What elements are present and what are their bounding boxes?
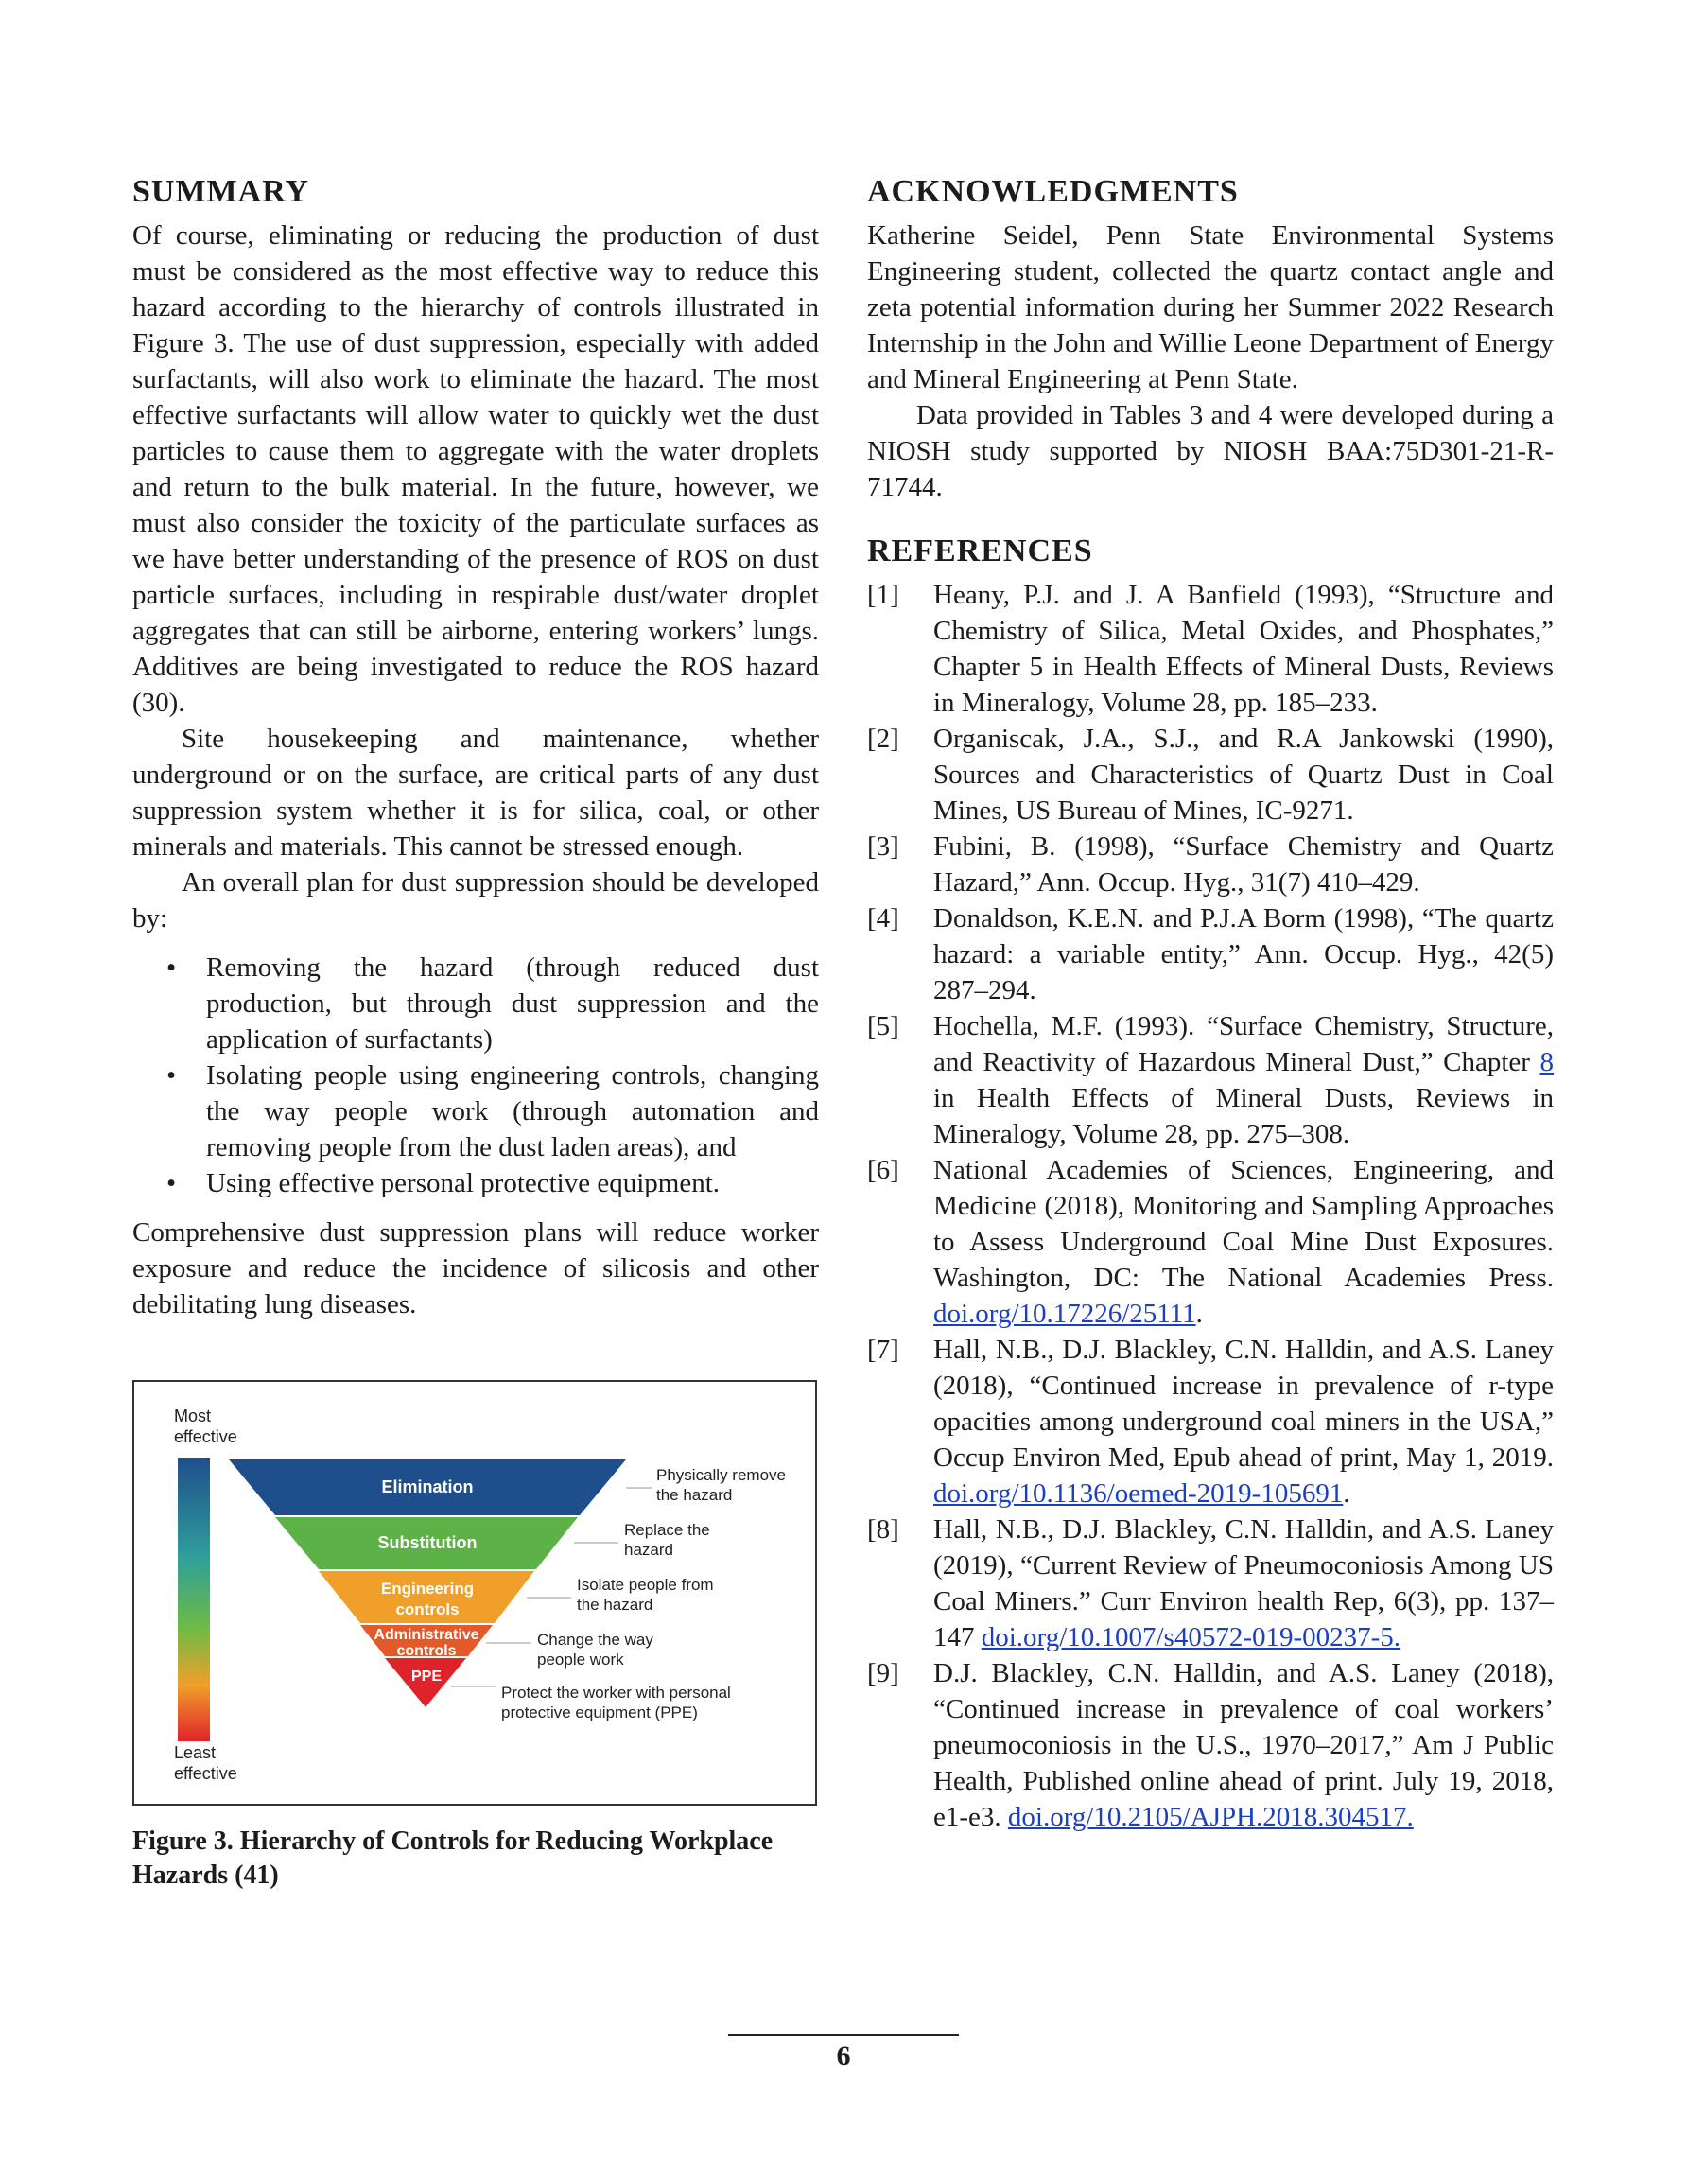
level-description: the hazard (577, 1596, 653, 1614)
bullet-text: Using effective personal protective equipment. (206, 1168, 721, 1198)
level-description: Protect the worker with personal (501, 1684, 731, 1702)
reference-number: [4] (867, 903, 899, 934)
bullet-icon: • (166, 952, 177, 983)
reference-text-tail: . (1195, 1299, 1203, 1329)
bullet-item (166, 950, 819, 1057)
left-column (132, 172, 819, 1322)
bullet-text: Removing the hazard (through reduced dust production, but through dust suppression and the application of surfactants) (206, 952, 819, 1055)
reference-doi-link[interactable]: doi.org/10.17226/25111 (933, 1299, 1196, 1329)
level-label: Substitution (377, 1533, 478, 1552)
reference-item (867, 1655, 1554, 1835)
reference-number: [3] (867, 831, 899, 862)
level-description: the hazard (656, 1486, 733, 1504)
level-description: Change the way (537, 1631, 653, 1649)
least-effective-label-2: effective (174, 1764, 237, 1783)
reference-text: Heany, P.J. and J. A Banfield (1993), “Structure and Chemistry of Silica, Metal Oxides, and Phosphates,” Chapter 5 in Health Effects of Mineral Dusts, Reviews in Mineralogy, Volume 28, pp. 185–233. (933, 580, 1554, 718)
level-label: controls (395, 1600, 460, 1618)
reference-number: [2] (867, 724, 899, 754)
reference-number: [8] (867, 1514, 899, 1545)
reference-text: Organiscak, J.A., S.J., and R.A Jankowski (1990), Sources and Characteristics of Quartz Dust in Coal Mines, US Bureau of Mines, IC-9271. (933, 724, 1554, 826)
bullet-item (166, 1165, 819, 1201)
reference-text-tail: . (1343, 1478, 1350, 1509)
level-label: Engineering (380, 1580, 475, 1598)
level-description: protective equipment (PPE) (501, 1704, 698, 1721)
reference-item (867, 1332, 1554, 1511)
reference-item (867, 900, 1554, 1008)
reference-text: Hall, N.B., D.J. Blackley, C.N. Halldin, and A.S. Laney (2019), “Current Review of Pneumoconiosis Among US Coal Miners.” Curr Environ health Rep, 6(3), pp. 137–147 (933, 1514, 1554, 1652)
level-label: Administrative (374, 1627, 479, 1643)
reference-text: National Academies of Sciences, Engineering, and Medicine (2018), Monitoring and Sampling Approaches to Assess Underground Coal Mine Dust Exposures. Washington, DC: The National Academies Press. (933, 1155, 1554, 1293)
figure-caption: Figure 3. Hierarchy of Controls for Reducing Workplace Hazards (41) (132, 1826, 774, 1890)
summary-paragraph-4: Comprehensive dust suppression plans will reduce worker exposure and reduce the incidence of silicosis and other debilitating lung diseases. (132, 1217, 819, 1319)
acknowledgments-paragraph-1: Katherine Seidel, Penn State Environmental Systems Engineering student, collected the quartz contact angle and zeta potential information during her Summer 2022 Research Internship in the John and Willie Leone Department of Energy and Mineral Engineering at Penn State. (867, 220, 1554, 394)
references-list (867, 577, 1554, 1835)
reference-text: Donaldson, K.E.N. and P.J.A Borm (1998), “The quartz hazard: a variable entity,” Ann. Occup. Hyg., 42(5) 287–294. (933, 903, 1554, 1005)
summary-paragraph-1: Of course, eliminating or reducing the production of dust must be considered as the most effective way to reduce this hazard according to the hierarchy of controls illustrated in Figure 3. The use of dust suppression, especially with added surfactants, will also work to eliminate the hazard. The most effective surfactants will allow water to quickly wet the dust particles to cause them to aggregate with the water droplets and return to the bulk material. In the future, however, we must also consider the toxicity of the particulate surfaces as we have better understanding of the presence of ROS on dust particle surfaces, including in respirable dust/water droplet aggregates that can still be airborne, entering workers’ lungs. Additives are being investigated to reduce the ROS hazard (30). (132, 220, 819, 718)
effectiveness-gradient-bar (178, 1458, 210, 1741)
hierarchy-diagram (134, 1382, 815, 1804)
reference-item (867, 1152, 1554, 1332)
reference-doi-link[interactable]: doi.org/10.1136/oemed-2019-105691 (933, 1478, 1344, 1509)
reference-item (867, 829, 1554, 900)
reference-chapter-link[interactable]: 8 (1539, 1047, 1554, 1077)
level-label: Elimination (381, 1477, 474, 1496)
reference-item (867, 721, 1554, 829)
level-label: controls (396, 1643, 457, 1659)
hierarchy-of-controls-figure (132, 1380, 817, 1806)
level-description: Replace the (624, 1521, 710, 1539)
reference-number: [9] (867, 1658, 899, 1688)
bullet-text: Isolating people using engineering controls, changing the way people work (through automation and removing people from the dust laden areas), and (206, 1060, 819, 1162)
reference-number: [5] (867, 1011, 899, 1041)
references-heading: REFERENCES (867, 533, 1093, 568)
right-column (867, 172, 1554, 1835)
reference-number: [6] (867, 1155, 899, 1185)
least-effective-label-1: Least (174, 1743, 217, 1762)
reference-doi-link[interactable]: doi.org/10.1007/s40572-019-00237-5. (981, 1622, 1401, 1652)
acknowledgments-heading: ACKNOWLEDGMENTS (867, 174, 1239, 209)
most-effective-label-1: Most (174, 1406, 212, 1425)
bullet-icon: • (166, 1060, 177, 1091)
reference-number: [1] (867, 580, 899, 610)
level-label: PPE (410, 1669, 443, 1685)
reference-text: Hochella, M.F. (1993). “Surface Chemistry, Structure, and Reactivity of Hazardous Mineral Dust,” Chapter (933, 1011, 1554, 1077)
reference-text-tail: in Health Effects of Mineral Dusts, Reviews in Mineralogy, Volume 28, pp. 275–308. (933, 1083, 1554, 1149)
reference-text: Fubini, B. (1998), “Surface Chemistry and Quartz Hazard,” Ann. Occup. Hyg., 31(7) 410–429. (933, 831, 1554, 898)
summary-heading: SUMMARY (132, 174, 310, 209)
reference-text: D.J. Blackley, C.N. Halldin, and A.S. Laney (2018), “Continued increase in prevalence of coal workers’ pneumoconiosis in the U.S., 1970–2017,” Am J Public Health, Published online ahead of print. July 19, 2018, e1-e3. (933, 1658, 1554, 1832)
summary-paragraph-2: Site housekeeping and maintenance, whether underground or on the surface, are critical parts of any dust suppression system whether it is for silica, coal, or other minerals and materials. This cannot be stressed enough. (132, 724, 819, 862)
reference-text: Hall, N.B., D.J. Blackley, C.N. Halldin, and A.S. Laney (2018), “Continued increase in prevalence of r-type opacities among underground coal miners in the USA,” Occup Environ Med, Epub ahead of print, May 1, 2019. (933, 1335, 1554, 1473)
acknowledgments-paragraph-2: Data provided in Tables 3 and 4 were developed during a NIOSH study supported by NIOSH BAA:75D301-21-R-71744. (867, 400, 1554, 502)
reference-item (867, 577, 1554, 721)
reference-item (867, 1511, 1554, 1655)
level-description: people work (537, 1651, 624, 1669)
most-effective-label-2: effective (174, 1427, 237, 1446)
footer-rule (728, 2034, 959, 2036)
bullet-item (166, 1057, 819, 1165)
summary-bullet-list (132, 950, 819, 1201)
level-description: hazard (624, 1541, 673, 1559)
reference-number: [7] (867, 1335, 899, 1365)
reference-doi-link[interactable]: doi.org/10.2105/AJPH.2018.304517. (1007, 1802, 1414, 1832)
level-description: Physically remove (656, 1466, 786, 1484)
reference-item (867, 1008, 1554, 1152)
bullet-icon: • (166, 1168, 177, 1198)
level-description: Isolate people from (577, 1576, 714, 1594)
page-number: 6 (836, 2040, 851, 2071)
summary-paragraph-3: An overall plan for dust suppression should be developed by: (132, 867, 819, 934)
